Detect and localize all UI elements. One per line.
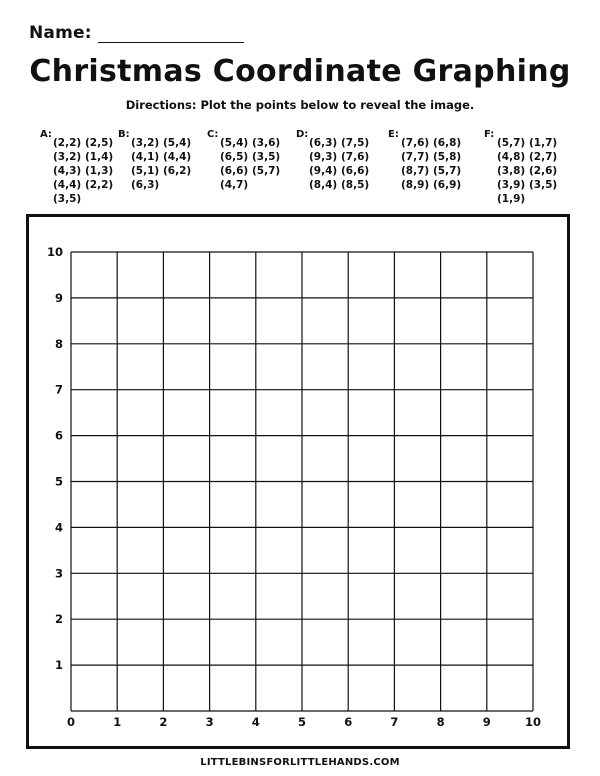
coordinate-point: (3,5) xyxy=(252,151,281,163)
coordinate-point: (6,3) xyxy=(131,179,160,191)
coordinate-point: (4,4) xyxy=(163,151,192,163)
coordinate-point: (8,9) xyxy=(401,179,430,191)
x-axis-tick-label: 1 xyxy=(113,715,122,729)
x-axis-tick-label: 6 xyxy=(344,715,353,729)
coordinate-point: (2,7) xyxy=(529,151,558,163)
page-title: Christmas Coordinate Graphing xyxy=(29,54,571,89)
coordinate-point: (5,8) xyxy=(433,151,462,163)
coordinate-point: (6,6) xyxy=(220,165,249,177)
y-axis-tick-label: 3 xyxy=(54,566,63,581)
coordinate-point: (2,2) xyxy=(53,137,82,149)
coordinate-point: (6,2) xyxy=(163,165,192,177)
coordinate-point: (1,9) xyxy=(497,193,526,205)
x-axis-tick-label: 3 xyxy=(205,715,214,729)
y-axis-tick-label: 6 xyxy=(54,428,63,443)
coordinate-point: (6,9) xyxy=(433,179,462,191)
coordinate-point: (9,4) xyxy=(309,165,338,177)
coordinate-point: (9,3) xyxy=(309,151,338,163)
x-axis-tick-label: 9 xyxy=(482,715,491,729)
point-group-label: E: xyxy=(388,129,399,140)
x-axis-tick-label: 8 xyxy=(436,715,445,729)
coordinate-point: (7,5) xyxy=(341,137,370,149)
coordinate-point: (3,5) xyxy=(53,193,82,205)
y-axis-tick-label: 2 xyxy=(54,612,63,627)
point-group-label: B: xyxy=(118,129,130,140)
coordinate-point: (5,7) xyxy=(433,165,462,177)
coordinate-point: (3,5) xyxy=(529,179,558,191)
x-axis-tick-label: 10 xyxy=(524,715,542,729)
coordinate-point: (6,5) xyxy=(220,151,249,163)
point-group-label: A: xyxy=(40,129,52,140)
coordinate-point: (3,8) xyxy=(497,165,526,177)
coordinate-point: (4,3) xyxy=(53,165,82,177)
x-axis-tick-label: 4 xyxy=(251,715,260,729)
y-axis-tick-label: 7 xyxy=(54,382,63,397)
coordinate-point: (7,7) xyxy=(401,151,430,163)
coordinate-point: (2,6) xyxy=(529,165,558,177)
coordinate-point: (3,2) xyxy=(53,151,82,163)
coordinate-point: (7,6) xyxy=(401,137,430,149)
coordinate-point: (5,7) xyxy=(252,165,281,177)
coordinate-point: (2,5) xyxy=(85,137,114,149)
coordinate-point: (8,4) xyxy=(309,179,338,191)
coordinate-point: (5,4) xyxy=(163,137,192,149)
x-axis-tick-label: 2 xyxy=(159,715,168,729)
coordinate-point: (1,4) xyxy=(85,151,114,163)
coordinate-point: (1,7) xyxy=(529,137,558,149)
coordinate-point: (5,4) xyxy=(220,137,249,149)
x-axis-tick-label: 0 xyxy=(66,715,76,729)
coordinate-point: (7,6) xyxy=(341,151,370,163)
y-axis-tick-label: 1 xyxy=(54,658,63,673)
point-group-label: C: xyxy=(207,129,219,140)
coordinate-point: (4,1) xyxy=(131,151,160,163)
coordinate-point: (6,3) xyxy=(309,137,338,149)
coordinate-point: (4,7) xyxy=(220,179,249,191)
coordinate-point: (2,2) xyxy=(85,179,114,191)
point-group-label: D: xyxy=(296,129,309,140)
coordinate-point: (4,8) xyxy=(497,151,526,163)
coordinate-point: (3,9) xyxy=(497,179,526,191)
y-axis-tick-label: 9 xyxy=(54,290,63,305)
coordinate-point: (5,1) xyxy=(131,165,160,177)
y-axis-tick-label: 5 xyxy=(54,474,63,489)
coordinate-point: (5,7) xyxy=(497,137,526,149)
coordinate-point: (3,6) xyxy=(252,137,281,149)
coordinate-point: (6,8) xyxy=(433,137,462,149)
x-axis-tick-label: 7 xyxy=(390,715,399,729)
coordinate-point: (3,2) xyxy=(131,137,160,149)
x-axis-tick-label: 5 xyxy=(297,715,307,729)
y-axis-tick-label: 8 xyxy=(54,336,63,351)
coordinate-point: (8,5) xyxy=(341,179,370,191)
coordinate-point: (4,4) xyxy=(53,179,82,191)
coordinate-point: (8,7) xyxy=(401,165,430,177)
point-group-label: F: xyxy=(484,129,495,140)
coordinate-point: (1,3) xyxy=(85,165,114,177)
directions-text: Directions: Plot the points below to reveal the image. xyxy=(125,98,475,112)
y-axis-tick-label: 10 xyxy=(46,245,63,259)
coordinate-point: (6,6) xyxy=(341,165,370,177)
footer-site: LITTLEBINSFORLITTLEHANDS.COM xyxy=(200,757,400,768)
y-axis-tick-label: 4 xyxy=(54,520,63,535)
name-label: Name: xyxy=(29,23,92,43)
